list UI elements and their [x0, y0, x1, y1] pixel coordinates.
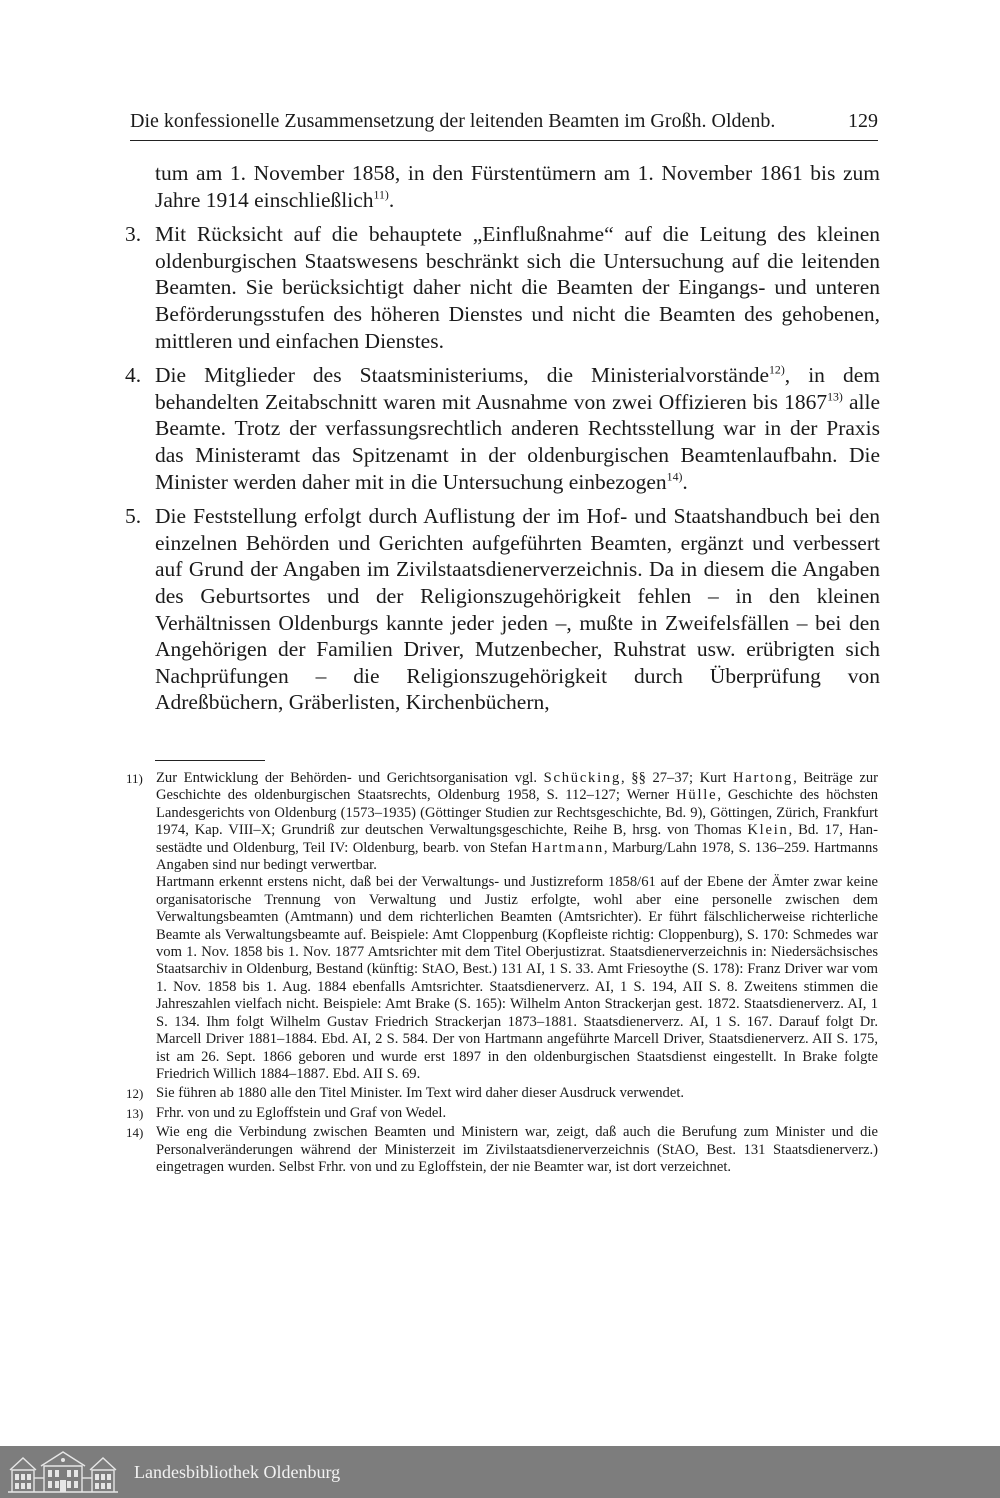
- text-segment: Die Mitglieder des Staatsministeriums, die Ministerialvorstände: [155, 363, 769, 388]
- footnote-paragraph: Sie führen ab 1880 alle den Titel Minister. Im Text wird daher dieser Ausdruck verwendet.: [156, 1085, 685, 1102]
- continuation-text: tum am 1. November 1858, in den Fürstentümern am 1. November 1861 bis zum Jahre 1914 einschließlich: [155, 161, 880, 212]
- footnote-13: [126, 1105, 878, 1122]
- library-banner: [0, 1446, 1000, 1498]
- page-number: 129: [848, 110, 878, 132]
- running-header-title: Die konfessionelle Zusammensetzung der leitenden Beamten im Großh. Oldenb.: [130, 110, 776, 132]
- author-name: Schücking: [543, 770, 622, 786]
- footnote-rule: [155, 760, 265, 761]
- footnote-paragraph: Hartmann erkennt erstens nicht, daß bei der Verwaltungs- und Justizreform 1858/61 auf der Ebene der Ämter zwar keine organisatorische Trennung von Verwaltung und Justiz erfolgte, wohl aber eine personelle zwischen dem Verwaltungsbeamten (Amtmann) und dem richterlichen Beamten (Amtsrichter). Er führt fälschlicherweise richterliche Beamte als Verwaltungsbeamte auf. Beispiele: Amt Cloppenburg (Kopfleiste richtig: Cloppenburg), S. 170: Schmedes war vom 1. Nov. 1858 bis 1. Nov. 1877 Amtsrichter mit dem Titel Oberjustizrat. Staatsdienerverzeichnis in: Niedersächsisches Staatsarchiv in Oldenburg, Bestand (künftig: StAO, Best.) 131 AI, 1 S. 33. Amt Friesoythe (S. 178): Franz Driver war vom 1. Nov. 1858 bis 1. Aug. 1884 ebenfalls Amtsrichter. Staatsdienerverz. AI, 1 S. 194, AII S. 8. Zweitens stimmen die Jahreszahlen vielfach nicht. Beispiele: Amt Brake (S. 165): Wilhelm Anton Strackerjan gest. 1872. Staatsdienerverz. AI, 1 S. 134. Ihm folgt Wilhelm Gustav Friedrich Strackerjan 1873–1881. Staatsdienerverz. AI, 1 S. 167. Darauf folgt Dr. Marcell Driver 1881–1884. Ebd. AI, 2 S. 584. Der von Hartmann angeführte Marcell Driver, Staatsdienerverz. AII S. 175, ist am 26. Sept. 1866 geboren und wurde erst 1897 in den oldenburgischen Staatsdienst eingestellt. In Brake folgte Friedrich Willich 1884–1887. Ebd. AII S. 69.: [156, 874, 878, 1082]
- footnote-mark: 13): [126, 1105, 144, 1121]
- footnote-12: [126, 1085, 878, 1102]
- footnote-mark: 12): [126, 1086, 144, 1102]
- list-item-4: [120, 362, 880, 495]
- library-name: Landesbibliothek Oldenburg: [134, 1461, 341, 1482]
- author-name: Hartmann: [531, 839, 604, 856]
- author-name: Hartong: [732, 770, 794, 786]
- text-segment: , §§ 27–37; Kurt: [621, 770, 733, 786]
- footnote-14: [126, 1124, 878, 1176]
- text-segment: , Bd. 17, Hansestädte und Oldenburg, Teil IV: Oldenburg, bearb. von Stefan: [156, 822, 878, 856]
- text-segment: , Marburg/Lahn 1978, S. 136–259. Hartmanns Angaben sind nur bedingt verwertbar.: [156, 839, 879, 874]
- text-segment: , Geschichte des höchsten Landesgerichts von Oldenburg (1573–1935) (Göttinger Studien zur Rechtsgeschichte, Bd. 9), Göttingen, Zürich, Frankfurt 1974, Kap. VIII–X; Grundriß zur deutschen Verwaltungsgeschichte, Reihe B, hrsg. von Thomas: [156, 787, 878, 839]
- running-header: [130, 108, 878, 136]
- footnote-paragraph: Wie eng die Verbindung zwischen Beamten und Ministern war, zeigt, daß auch die Berufung zum Minister und die Personalveränderungen während der Ministerzeit im Zivilstaatsdienerverzeichnis (StAO, Best. 131 Staatsdienerverz.) eingetragen wurden. Selbst Frhr. von und zu Egloffstein, der nie Beamter war, ist dort verzeichnet.: [156, 1124, 878, 1175]
- footnote-ref-12: 12): [769, 362, 785, 377]
- text-segment: alle Beamte. Trotz der verfassungsrechtlich anderen Rechtsstellung war in der Praxis das Ministeramt das Spitzenamt in der oldenburgischen Beamtenlaufbahn. Die Minister werden daher mit in die Untersuchung einbezogen: [155, 389, 880, 494]
- footnote-body: [156, 1085, 878, 1102]
- footnote-ref-14: 14): [666, 469, 683, 484]
- library-building-icon: [4, 1448, 122, 1496]
- footnote-body: [156, 1124, 878, 1176]
- list-number: 5.: [125, 504, 142, 529]
- footnote-paragraph: [156, 770, 878, 874]
- text-segment: Zur Entwicklung der Behörden- und Gerichtsorganisation vgl.: [156, 770, 544, 786]
- footnote-mark: 14): [126, 1125, 144, 1141]
- text-segment: , Beiträge zur Geschichte des oldenburgischen Staatsrechts, Oldenburg 1958, S. 112–127; Werner: [156, 770, 878, 804]
- text-segment: , in dem behandelten Zeitabschnitt waren mit Ausnahme von zwei Offizieren bis 1867: [155, 363, 880, 414]
- footnote-ref-13: 13): [827, 389, 843, 404]
- footnote-11: [126, 770, 878, 1083]
- continuation-end: .: [388, 187, 395, 212]
- list-item-text: Mit Rücksicht auf die behauptete „Einflußnahme“ auf die Leitung des kleinen oldenburgischen Staatswesens beschränkt sich die Untersuchung auf die leitenden Beamten. Sie berücksichtigt daher nicht die Beamten der Eingangs- und unteren Beförderungsstufen des höheren Dienstes und nicht die Beamten des gehobenen, mittleren und einfachen Dienstes.: [155, 222, 880, 353]
- list-item-3: [120, 221, 880, 354]
- footnote-body: [156, 770, 878, 1083]
- text-segment: .: [682, 469, 688, 494]
- list-item-text: [155, 362, 880, 495]
- author-name: Klein: [747, 822, 789, 839]
- main-text: [120, 160, 880, 716]
- continuation-paragraph: [155, 160, 880, 213]
- list-item-text: Die Feststellung erfolgt durch Auflistung der im Hof- und Staatshandbuch bei den einzelnen Behörden und Gerichten aufgeführten Beamten, ergänzt und verbessert auf Grund der Angaben im Zivilstaatsdienerverzeichnis. Da in diesem die Angaben des Geburtsortes und der Religionszugehörigkeit fehlen – in den kleinen Verhältnissen Oldenburgs kannte jeder jeden –, mußte in Zweifelsfällen – bei den Angehörigen der Familien Driver, Mutzenbecher, Ruhstrat usw. erübrigten sich Nachprüfungen – die Religionszugehörigkeit durch Überprüfung von Adreßbüchern, Gräberlisten, Kirchenbüchern,: [155, 504, 880, 715]
- footnote-mark: 11): [126, 771, 143, 786]
- list-item-5: [120, 503, 880, 716]
- footnote-body: [156, 1105, 878, 1122]
- header-rule: [130, 140, 878, 141]
- footnote-ref-11: 11): [373, 187, 389, 202]
- list-number: 3.: [125, 222, 142, 247]
- author-name: Hülle: [676, 787, 718, 804]
- footnotes: [126, 770, 878, 1178]
- footnote-paragraph: Frhr. von und zu Egloffstein und Graf von Wedel.: [156, 1104, 447, 1121]
- list-number: 4.: [125, 363, 142, 388]
